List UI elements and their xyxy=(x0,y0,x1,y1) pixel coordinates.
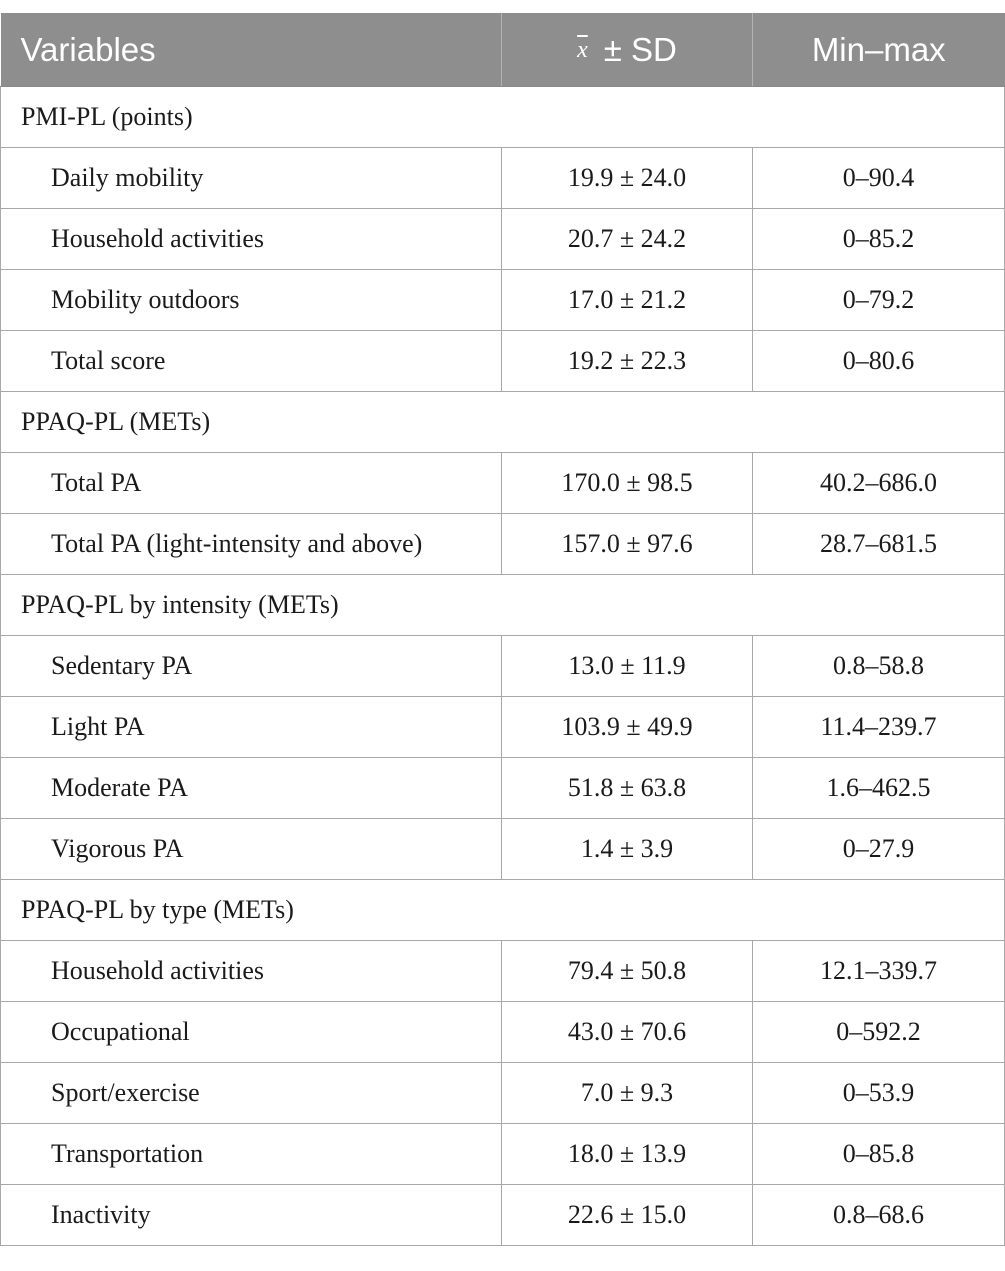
table-row xyxy=(1,941,1005,1002)
mean-symbol: $\overline{x}$ xyxy=(577,36,588,63)
statistics-table xyxy=(0,13,1005,1246)
row-label: Household activities xyxy=(1,209,502,270)
table-row xyxy=(1,209,1005,270)
row-label: Light PA xyxy=(1,697,502,758)
table-row xyxy=(1,270,1005,331)
row-mean-sd: 17.0 ± 21.2 xyxy=(502,270,753,331)
row-range: 11.4–239.7 xyxy=(753,697,1005,758)
row-mean-sd: 1.4 ± 3.9 xyxy=(502,819,753,880)
table-header xyxy=(1,13,1005,87)
row-label: Sedentary PA xyxy=(1,636,502,697)
row-mean-sd: 79.4 ± 50.8 xyxy=(502,941,753,1002)
row-range: 0–53.9 xyxy=(753,1063,1005,1124)
row-label: Household activities xyxy=(1,941,502,1002)
row-range: 28.7–681.5 xyxy=(753,514,1005,575)
row-range: 0.8–58.8 xyxy=(753,636,1005,697)
section-row xyxy=(1,87,1005,148)
row-mean-sd: 43.0 ± 70.6 xyxy=(502,1002,753,1063)
row-mean-sd: 7.0 ± 9.3 xyxy=(502,1063,753,1124)
row-mean-sd: 170.0 ± 98.5 xyxy=(502,453,753,514)
row-range: 40.2–686.0 xyxy=(753,453,1005,514)
section-row xyxy=(1,575,1005,636)
row-range: 0–592.2 xyxy=(753,1002,1005,1063)
row-label: Sport/exercise xyxy=(1,1063,502,1124)
table-row xyxy=(1,819,1005,880)
row-mean-sd: 18.0 ± 13.9 xyxy=(502,1124,753,1185)
row-mean-sd: 13.0 ± 11.9 xyxy=(502,636,753,697)
header-row xyxy=(1,13,1005,87)
table-row xyxy=(1,148,1005,209)
table-row xyxy=(1,1185,1005,1246)
section-title: PMI-PL (points) xyxy=(1,87,1005,148)
header-mean-sd xyxy=(502,13,753,87)
table-row xyxy=(1,636,1005,697)
table-row xyxy=(1,331,1005,392)
row-label: Total PA (light-intensity and above) xyxy=(1,514,502,575)
row-label: Mobility outdoors xyxy=(1,270,502,331)
row-label: Total score xyxy=(1,331,502,392)
row-label: Occupational xyxy=(1,1002,502,1063)
row-range: 0–27.9 xyxy=(753,819,1005,880)
row-mean-sd: 20.7 ± 24.2 xyxy=(502,209,753,270)
row-mean-sd: 22.6 ± 15.0 xyxy=(502,1185,753,1246)
table-row xyxy=(1,514,1005,575)
section-title: PPAQ-PL (METs) xyxy=(1,392,1005,453)
row-mean-sd: 51.8 ± 63.8 xyxy=(502,758,753,819)
row-label: Total PA xyxy=(1,453,502,514)
table-row xyxy=(1,697,1005,758)
row-label: Inactivity xyxy=(1,1185,502,1246)
row-label: Vigorous PA xyxy=(1,819,502,880)
section-title: PPAQ-PL by intensity (METs) xyxy=(1,575,1005,636)
table-body xyxy=(1,87,1005,1246)
section-title: PPAQ-PL by type (METs) xyxy=(1,880,1005,941)
row-range: 0–79.2 xyxy=(753,270,1005,331)
row-mean-sd: 157.0 ± 97.6 xyxy=(502,514,753,575)
table-row xyxy=(1,1063,1005,1124)
row-mean-sd: 19.2 ± 22.3 xyxy=(502,331,753,392)
row-range: 1.6–462.5 xyxy=(753,758,1005,819)
table-row xyxy=(1,453,1005,514)
row-label: Transportation xyxy=(1,1124,502,1185)
row-range: 0–85.8 xyxy=(753,1124,1005,1185)
header-variables: Variables xyxy=(1,13,502,87)
row-range: 0–90.4 xyxy=(753,148,1005,209)
table-row xyxy=(1,1124,1005,1185)
row-label: Moderate PA xyxy=(1,758,502,819)
data-table-container xyxy=(0,13,1004,1246)
row-mean-sd: 19.9 ± 24.0 xyxy=(502,148,753,209)
row-range: 0–85.2 xyxy=(753,209,1005,270)
row-range: 0.8–68.6 xyxy=(753,1185,1005,1246)
row-label: Daily mobility xyxy=(1,148,502,209)
section-row xyxy=(1,392,1005,453)
section-row xyxy=(1,880,1005,941)
row-range: 12.1–339.7 xyxy=(753,941,1005,1002)
table-row xyxy=(1,1002,1005,1063)
table-row xyxy=(1,758,1005,819)
header-mean-sd-label: ± SD xyxy=(603,30,677,68)
row-range: 0–80.6 xyxy=(753,331,1005,392)
row-mean-sd: 103.9 ± 49.9 xyxy=(502,697,753,758)
header-min-max: Min–max xyxy=(753,13,1005,87)
